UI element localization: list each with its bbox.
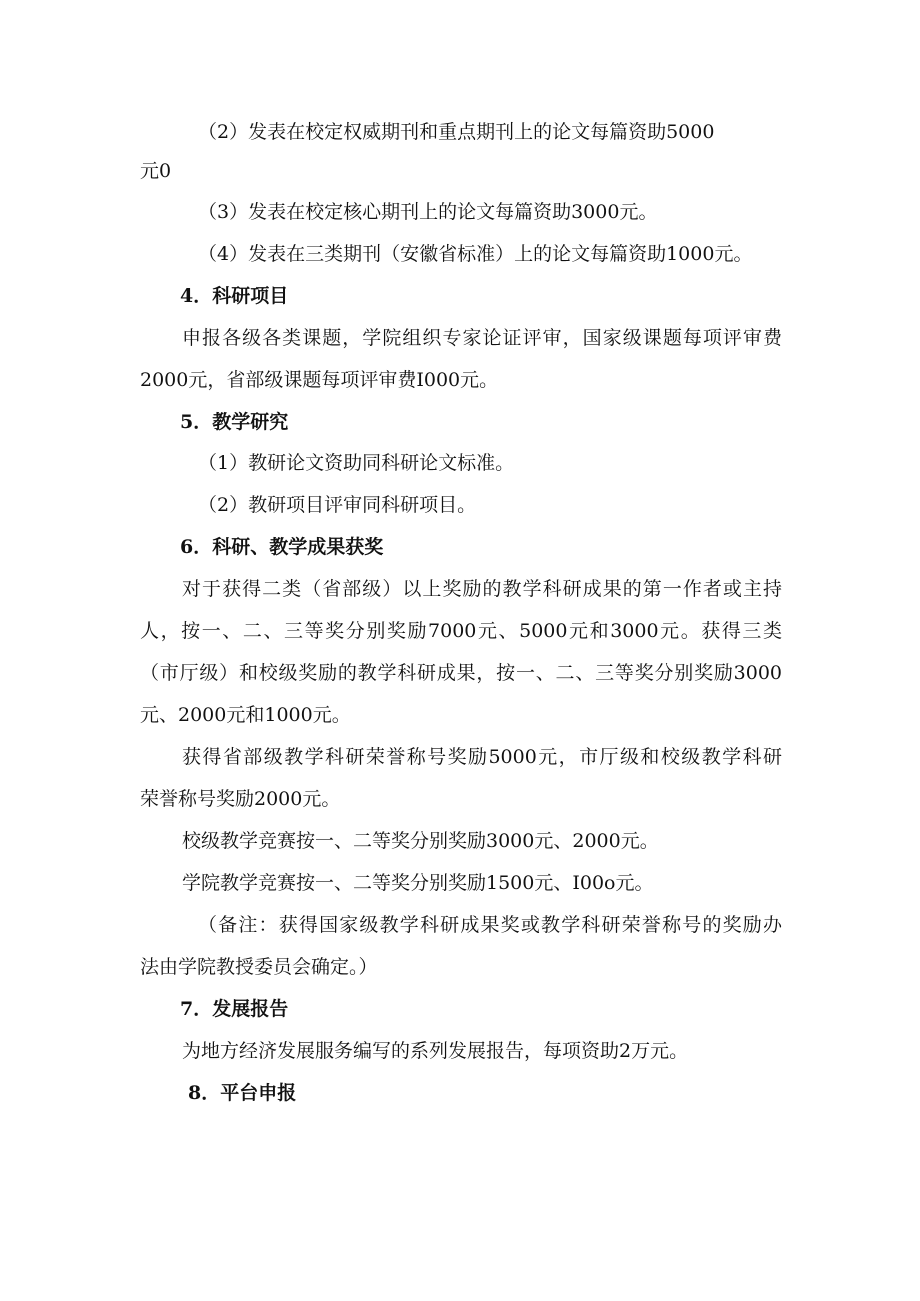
paragraph-honor-titles-cont: 荣誉称号奖励2000元。: [140, 788, 341, 810]
paragraph-provincial-awards-cont: 人，按一、二、三等奖分别奖励7000元、5000元和3000元。获得三类: [140, 620, 782, 642]
paragraph-development-reports: 为地方经济发展服务编写的系列发展报告，每项资助2万元。: [182, 1040, 689, 1062]
section-heading-research-projects: 4．科研项目: [180, 285, 289, 307]
paragraph-college-competition: 学院教学竞赛按一、二等奖分别奖励1500元、I00o元。: [182, 872, 654, 894]
paragraph-core-journal-award: （3）发表在校定核心期刊上的论文每篇资助3000元。: [198, 201, 658, 223]
section-heading-development-reports: 7．发展报告: [180, 998, 289, 1020]
paragraph-provincial-awards: 对于获得二类（省部级）以上奖励的教学科研成果的第一作者或主持: [182, 578, 782, 600]
paragraph-teaching-projects: （2）教研项目评审同科研项目。: [198, 494, 477, 516]
section-heading-achievement-awards: 6．科研、教学成果获奖: [180, 536, 384, 558]
paragraph-teaching-papers: （1）教研论文资助同科研论文标准。: [198, 452, 515, 474]
paragraph-third-class-award: （4）发表在三类期刊（安徽省标准）上的论文每篇资助1000元。: [198, 243, 753, 265]
paragraph-municipal-awards-cont: 元、2000元和1000元。: [140, 704, 351, 726]
paragraph-project-review: 申报各级各类课题，学院组织专家论证评审，国家级课题每项评审费: [182, 327, 782, 349]
paragraph-remark-cont: 法由学院教授委员会确定。）: [140, 956, 378, 978]
paragraph-journal-award: （2）发表在校定权威期刊和重点期刊上的论文每篇资助5000: [198, 121, 715, 143]
paragraph-municipal-awards: （市厅级）和校级奖励的教学科研成果，按一、二、三等奖分别奖励3000: [140, 662, 782, 684]
paragraph-school-competition: 校级教学竞赛按一、二等奖分别奖励3000元、2000元。: [182, 830, 659, 852]
section-heading-teaching-research: 5．教学研究: [180, 411, 289, 433]
section-heading-platform-application: 8．平台申报: [188, 1082, 297, 1104]
paragraph-honor-titles: 获得省部级教学科研荣誉称号奖励5000元，市厅级和校级教学科研: [182, 746, 782, 768]
paragraph-remark: （备注：获得国家级教学科研成果奖或教学科研荣誉称号的奖励办: [198, 914, 782, 936]
paragraph-journal-award-cont: 元0: [140, 160, 172, 182]
paragraph-project-review-cont: 2000元，省部级课题每项评审费I000元。: [140, 369, 499, 391]
